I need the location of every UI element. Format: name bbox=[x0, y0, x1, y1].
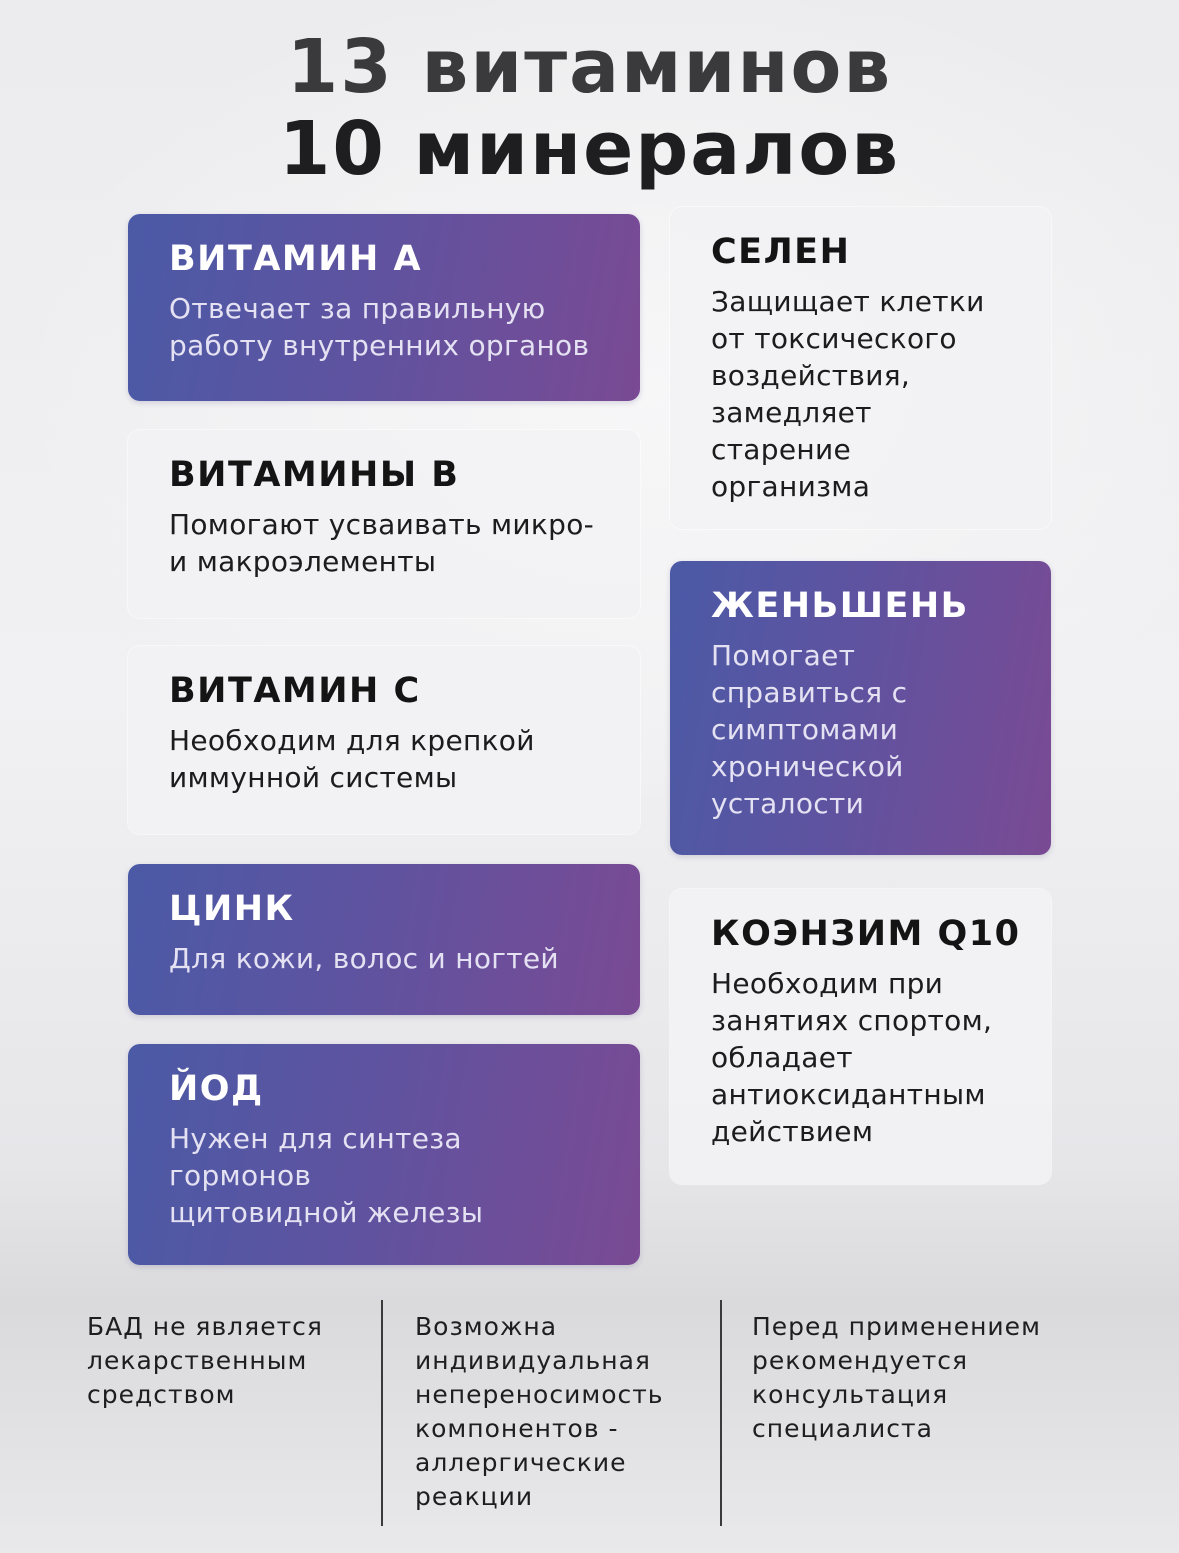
card-text: Помогают усваивать микро- и макроэлементы bbox=[169, 508, 595, 578]
card-vitamin-a bbox=[128, 214, 640, 401]
card-text: Необходим при занятиях спортом, обладает антиоксидантным действием bbox=[711, 967, 993, 1148]
card-title: ВИТАМИН С bbox=[169, 671, 421, 711]
card-title: ЦИНК bbox=[169, 889, 295, 929]
card-text: Необходим для крепкой иммунной системы bbox=[169, 724, 535, 794]
card-title: ВИТАМИНЫ В bbox=[169, 455, 460, 495]
footer-divider bbox=[720, 1300, 722, 1526]
card-ginseng bbox=[670, 561, 1051, 855]
card-text: Для кожи, волос и ногтей bbox=[169, 942, 559, 975]
card-title: ЙОД bbox=[169, 1069, 264, 1109]
card-selenium bbox=[670, 207, 1051, 529]
headline-vitamins: 13 витаминов bbox=[286, 24, 893, 110]
footer-divider bbox=[381, 1300, 383, 1526]
card-text: Помогает справиться с симптомами хронической усталости bbox=[711, 639, 908, 820]
card-title: ЖЕНЬШЕНЬ bbox=[711, 586, 969, 626]
card-coenzyme-q10 bbox=[670, 889, 1051, 1184]
card-zinc bbox=[128, 864, 640, 1015]
card-vitamins-b bbox=[128, 430, 640, 618]
card-iodine bbox=[128, 1044, 640, 1265]
card-text: Защищает клетки от токсического воздействия, замедляет старение организма bbox=[711, 285, 985, 503]
disclaimer-intolerance: Возможна индивидуальная непереносимость компонентов - аллергические реакции bbox=[415, 1312, 664, 1511]
card-title: ВИТАМИН А bbox=[169, 239, 423, 279]
card-vitamin-c bbox=[128, 646, 640, 834]
card-text: Нужен для синтеза гормонов щитовидной железы bbox=[169, 1122, 484, 1229]
disclaimer-not-medicine: БАД не является лекарственным средством bbox=[87, 1312, 323, 1409]
card-text: Отвечает за правильную работу внутренних органов bbox=[169, 292, 590, 362]
card-title: СЕЛЕН bbox=[711, 232, 851, 272]
headline-minerals: 10 минералов bbox=[278, 106, 901, 192]
disclaimer-consultation: Перед применением рекомендуется консультация специалиста bbox=[752, 1312, 1041, 1443]
card-title: КОЭНЗИМ Q10 bbox=[711, 914, 1021, 954]
